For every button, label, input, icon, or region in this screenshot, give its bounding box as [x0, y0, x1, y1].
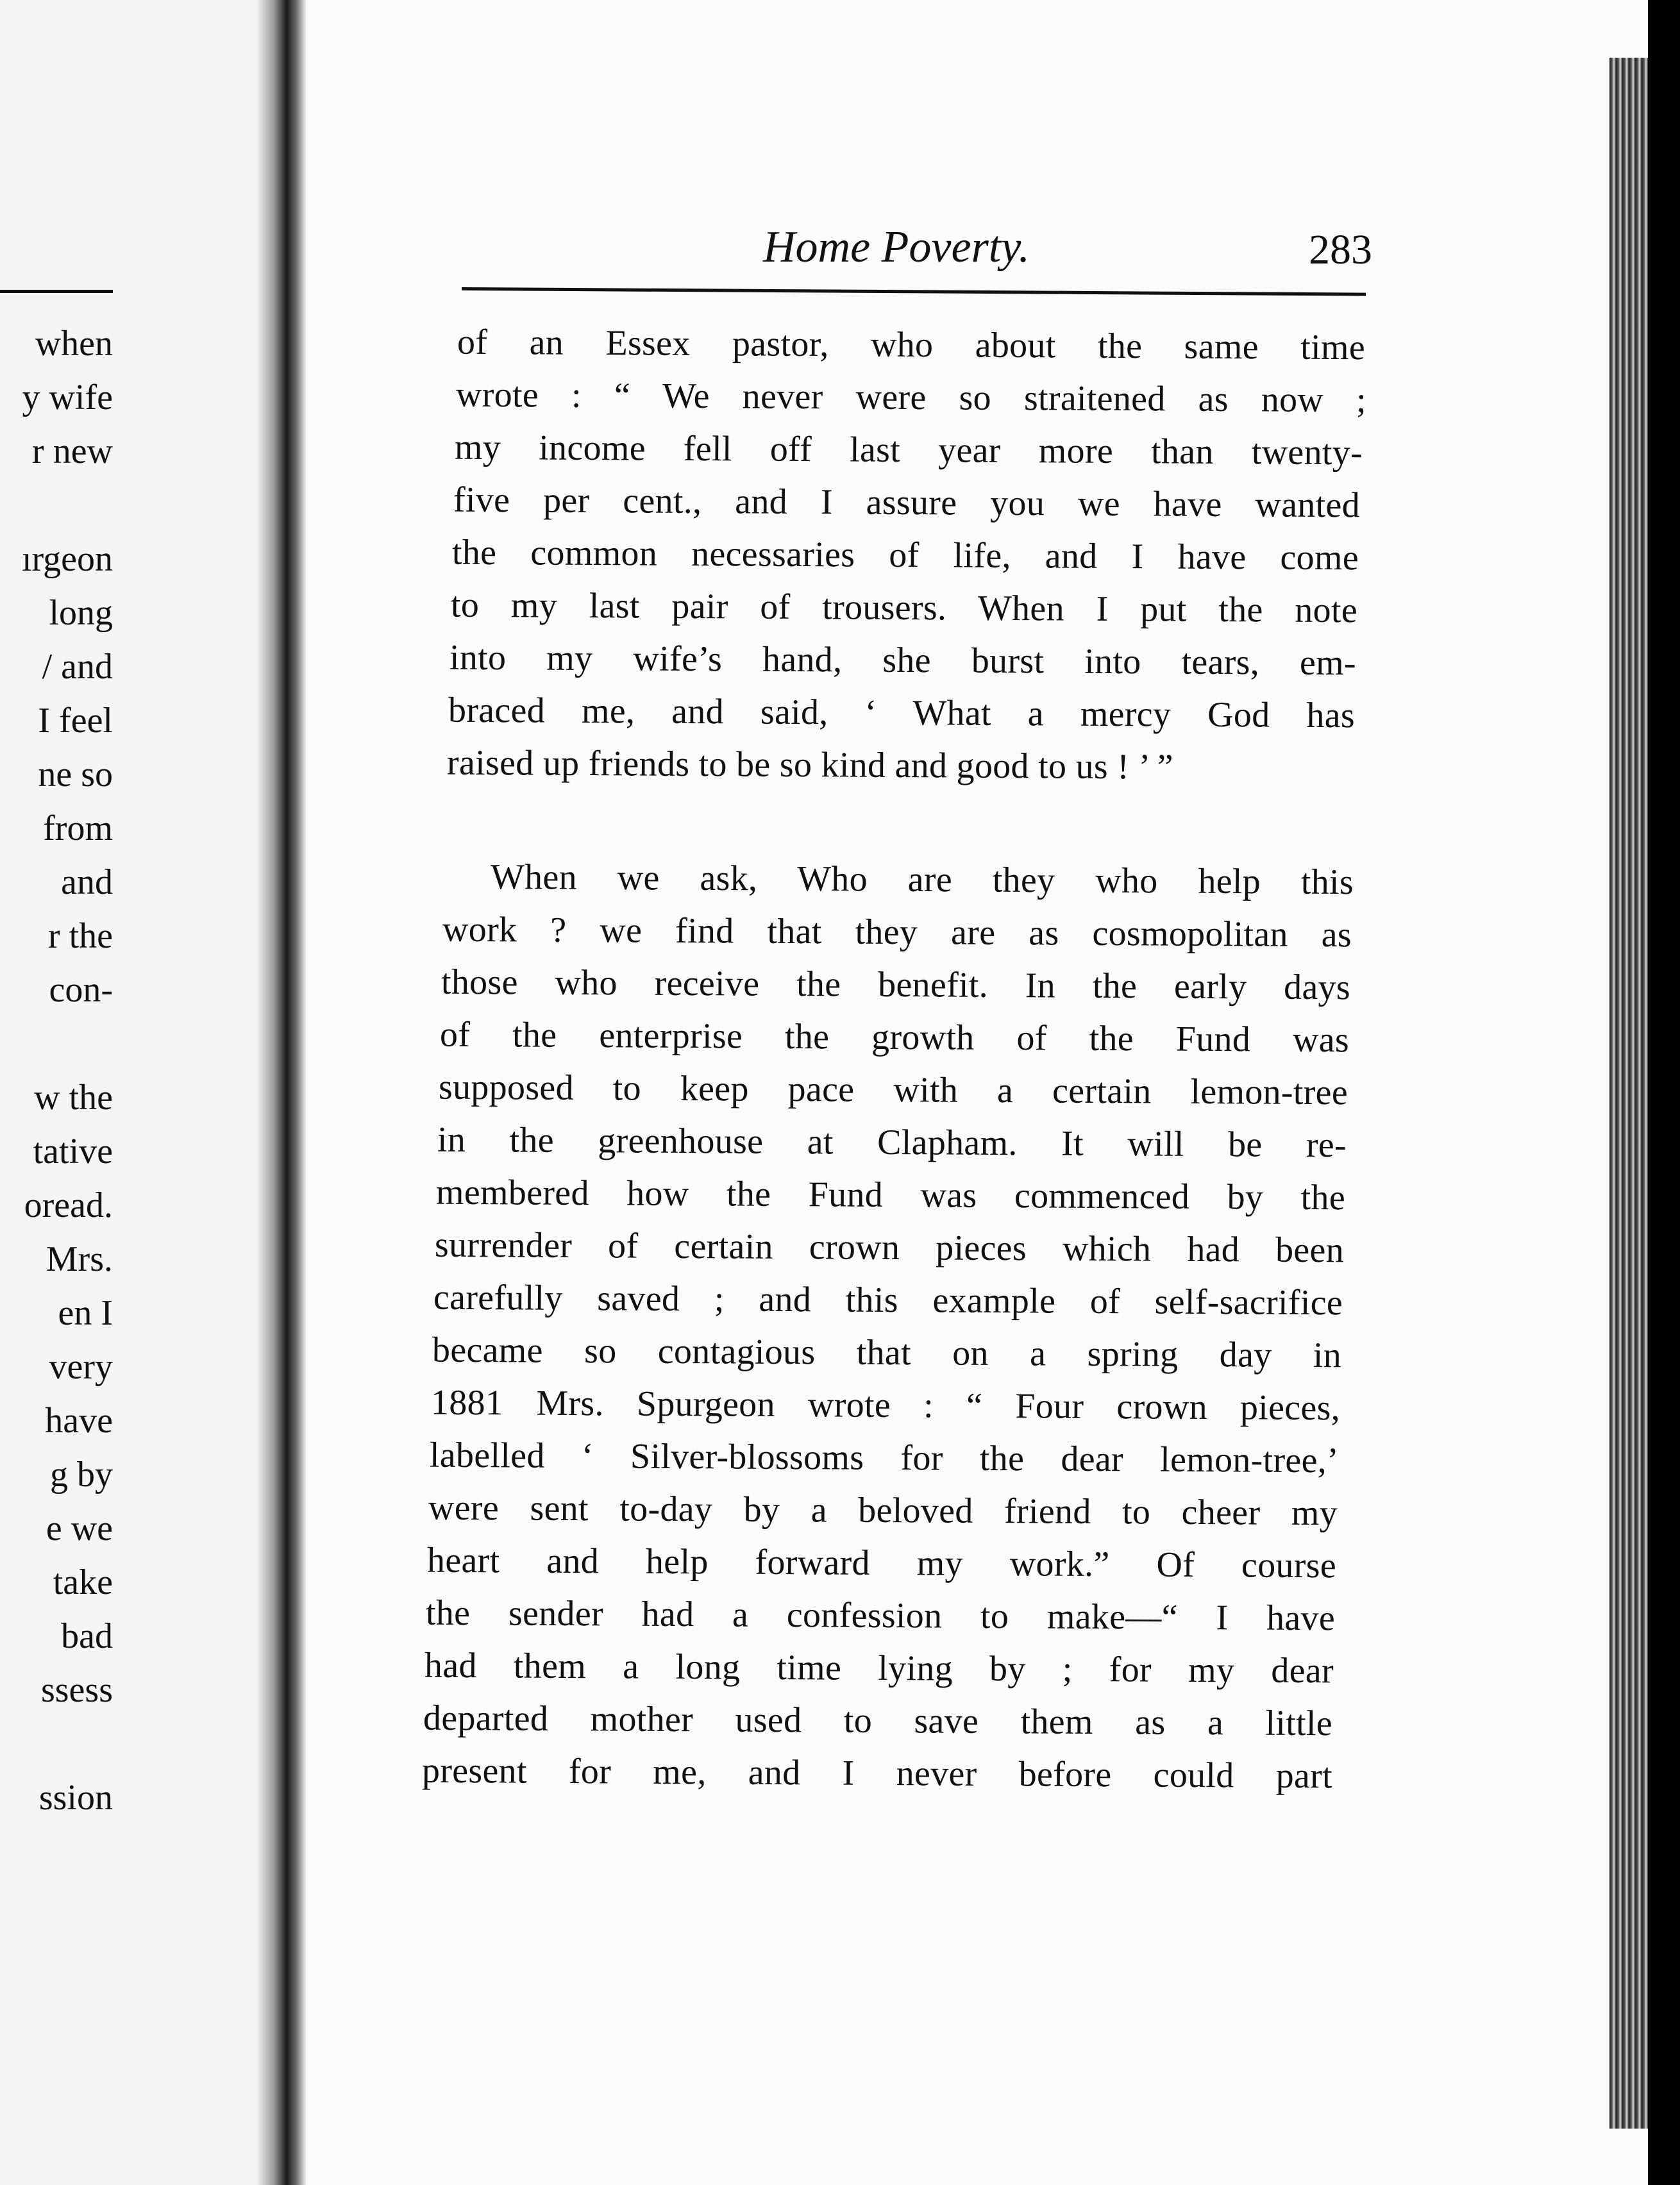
left-page-line: and — [61, 862, 113, 902]
text-line: my income fell off last year more than twenty- — [454, 427, 1363, 473]
left-page-line: I feel — [38, 701, 113, 741]
left-page-line: e we — [46, 1509, 113, 1548]
left-page-line: en I — [58, 1293, 113, 1333]
text-line: braced me, and said, ‘ What a mercy God has — [448, 690, 1356, 736]
left-page-line: ssion — [38, 1778, 113, 1818]
text-line: raised up friends to be so kind and good to us ! ’ ” — [446, 742, 1173, 787]
left-page-line: from — [43, 808, 113, 848]
left-page-line: / and — [42, 647, 113, 687]
text-line: to my last pair of trousers. When I put the note — [450, 585, 1358, 631]
left-page-line: have — [45, 1401, 113, 1441]
left-page-line: ne so — [38, 755, 113, 794]
left-page-line: r new — [32, 431, 113, 471]
text-line: in the greenhouse at Clapham. It will be re- — [437, 1119, 1347, 1166]
left-page-line: con- — [49, 970, 113, 1010]
text-line: of an Essex pastor, who about the same time — [457, 322, 1366, 368]
text-line: those who receive the benefit. In the early days — [441, 962, 1351, 1008]
text-line: carefully saved ; and this example of self-sacrifice — [433, 1277, 1343, 1323]
left-page-line: y wife — [22, 378, 113, 417]
left-page-line: ırgeon — [21, 539, 113, 579]
left-page-line: w the — [34, 1078, 113, 1118]
left-page-line: r the — [47, 916, 113, 956]
text-line: were sent to-day by a beloved friend to cheer my — [428, 1487, 1338, 1534]
text-line: five per cent., and I assure you we have wanted — [453, 480, 1361, 526]
left-page-line: bad — [61, 1616, 113, 1656]
text-line: departed mother used to save them as a little — [423, 1698, 1333, 1744]
left-page-line: take — [53, 1562, 113, 1602]
text-line: had them a long time lying by ; for my dear — [424, 1645, 1334, 1691]
text-line: heart and help forward my work.” Of course — [426, 1540, 1337, 1586]
left-page-line: very — [49, 1347, 113, 1387]
left-page-line: g by — [50, 1455, 113, 1494]
text-line: membered how the Fund was commenced by the — [435, 1172, 1346, 1218]
text-line: supposed to keep pace with a certain lemon-tree — [438, 1067, 1348, 1113]
text-line: the common necessaries of life, and I have come — [451, 532, 1359, 578]
text-line: present for me, and I never before could part — [421, 1750, 1333, 1796]
text-line: became so contagious that on a spring day in — [432, 1330, 1342, 1376]
left-page-line: ssess — [40, 1670, 113, 1710]
page-number: 283 — [1309, 226, 1372, 273]
left-page-line: tative — [33, 1132, 113, 1171]
text-line: into my wife’s hand, she burst into tears, em- — [449, 637, 1357, 683]
text-line: labelled ‘ Silver-blossoms for the dear lemon-tree,’ — [429, 1435, 1340, 1481]
running-head-title: Home Poverty. — [763, 222, 1030, 272]
left-page-line: Mrs. — [46, 1239, 113, 1279]
text-line: the sender had a confession to make—“ I have — [425, 1593, 1336, 1639]
left-page-line: oread. — [24, 1185, 113, 1225]
left-page-line: when — [35, 324, 113, 364]
text-line: wrote : “ We never were so straitened as now ; — [455, 374, 1367, 421]
text-line: work ? we find that they are as cosmopolitan as — [442, 909, 1352, 955]
text-line: When we ask, Who are they who help this — [490, 857, 1354, 903]
text-line: of the enterprise the growth of the Fund was — [439, 1014, 1350, 1060]
text-line: surrender of certain crown pieces which had been — [434, 1225, 1345, 1271]
text-line: 1881 Mrs. Spurgeon wrote : “ Four crown pieces, — [430, 1382, 1341, 1428]
left-page-line: long — [49, 593, 113, 633]
